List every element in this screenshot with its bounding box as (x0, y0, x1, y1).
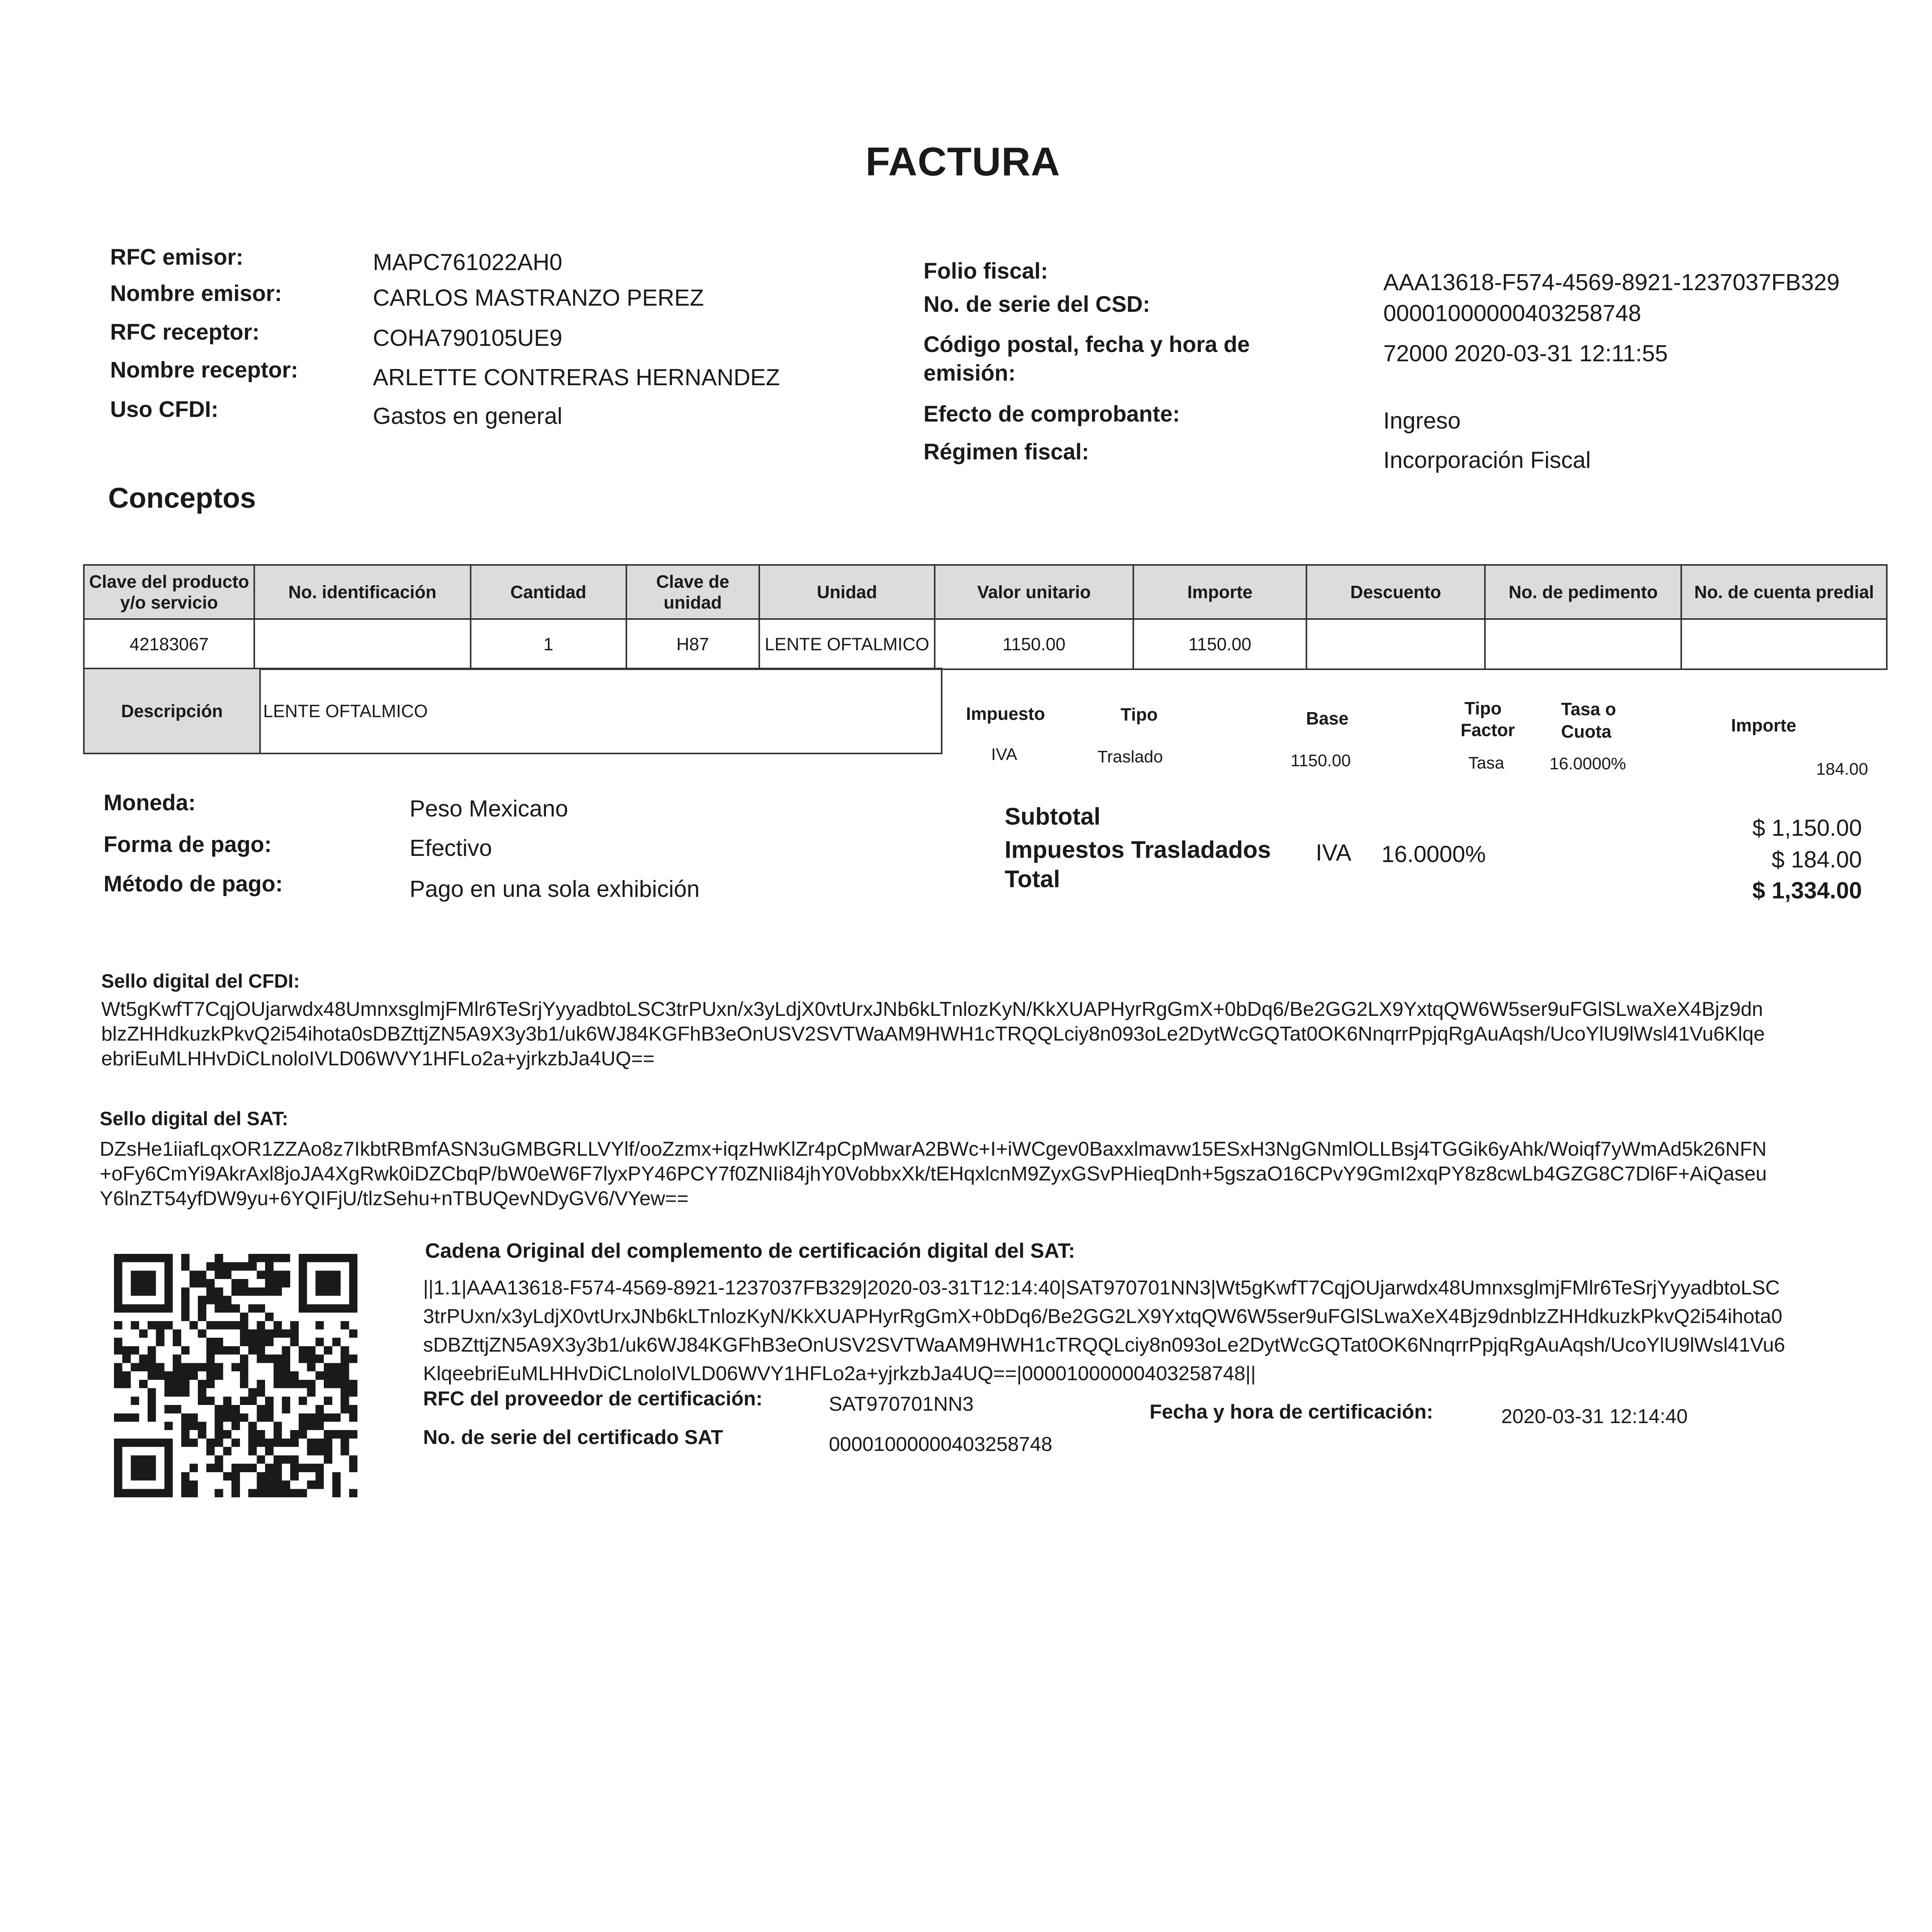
imp-header-base: Base (1306, 708, 1349, 728)
rfc-receptor-value: COHA790105UE9 (373, 325, 563, 351)
conceptos-title: Conceptos (108, 482, 256, 514)
th-clave-producto: Clave del producto y/o servicio (84, 565, 254, 619)
serie-csd-label: No. de serie del CSD: (923, 292, 1150, 317)
cell-no-pedimento (1485, 619, 1682, 669)
impuestos-trasladados-label: Impuestos Trasladados (1005, 837, 1271, 863)
nombre-receptor-value: ARLETTE CONTRERAS HERNANDEZ (373, 364, 780, 390)
descripcion-label: Descripción (84, 668, 260, 753)
imp-header-tipo-factor-1: Tipo (1464, 698, 1502, 718)
imp-header-tipo: Tipo (1121, 704, 1158, 724)
sello-cfdi-text (101, 997, 1886, 1071)
table-header-row (84, 565, 1887, 619)
th-cantidad: Cantidad (471, 565, 626, 619)
metodo-pago-label: Método de pago: (104, 871, 283, 896)
impuestos-tasa: 16.0000% (1381, 841, 1486, 867)
cell-no-cuenta-predial (1681, 619, 1887, 669)
uso-cfdi-value: Gastos en general (373, 403, 563, 429)
sello-sat-line: DZsHe1iiafLqxOR1ZZAo8z7IkbtRBmfASN3uGMBGRLLVYlf/ooZzmx+iqzHwKlZr4pCpMwarA2BWc+I+iWCgev0Baxxlmavw15ESxH3NgGNmlOLLBsj4TGGik6yAhk/Woiqf7yWmAd5k26NFN (100, 1138, 1767, 1160)
folio-fiscal-value: AAA13618-F574-4569-8921-1237037FB329 (1383, 269, 1840, 295)
subtotal-label: Subtotal (1005, 803, 1100, 830)
imp-header-tasa-2: Cuota (1561, 721, 1612, 742)
sello-sat-line: Y6lnZT54yfDW9yu+6YQIFjU/tlzSehu+nTBUQevNDyGV6/VYew== (100, 1187, 689, 1210)
fecha-certificacion-label: Fecha y hora de certificación: (1150, 1401, 1434, 1423)
imp-header-importe: Importe (1731, 715, 1796, 735)
cadena-line: ||1.1|AAA13618-F574-4569-8921-1237037FB329|2020-03-31T12:14:40|SAT970701NN3|Wt5gKwfT7CqjOUjarwdx48UmnxsglmjFMlr6TeSrjYyyadbtoLSC (423, 1277, 1780, 1299)
th-importe: Importe (1133, 565, 1306, 619)
th-no-pedimento: No. de pedimento (1485, 565, 1682, 619)
th-valor-unitario: Valor unitario (935, 565, 1133, 619)
cadena-text (423, 1274, 1891, 1388)
folio-fiscal-label: Folio fiscal: (923, 259, 1048, 284)
sello-cfdi-line: Wt5gKwfT7CqjOUjarwdx48UmnxsglmjFMlr6TeSrjYyyadbtoLSC3trPUxn/x3yLdjX0vtUrxJNb6kLTnlozKyN/KkXUAPHyrRgGmX+0bDq6/Be2GG2LX9YxtqQW6W5ser9uFGlSLwaXeX4Bjz9dn (101, 998, 1763, 1020)
imp-row-impuesto: IVA (991, 745, 1017, 764)
impuestos-trasladados-value: $ 184.00 (1772, 847, 1862, 872)
nombre-receptor-label: Nombre receptor: (110, 357, 298, 383)
rfc-emisor-value: MAPC761022AH0 (373, 249, 563, 275)
cell-unidad: LENTE OFTALMICO (759, 619, 935, 669)
uso-cfdi-label: Uso CFDI: (110, 397, 219, 422)
rfc-proveedor-value: SAT970701NN3 (829, 1393, 974, 1415)
regimen-value: Incorporación Fiscal (1383, 447, 1591, 473)
cadena-line: sDBZttjZN5A9X3y3b1/uk6WJ84KGFhB3eOnUSV2SVTWaAM9HWH1cTRQQLciy8n093oLe2DytWcGQTat0OK6NnqrrPpjqRgAuAqsh/UcoYlU9lWsl41Vu6 (423, 1334, 1785, 1356)
total-value: $ 1,334.00 (1752, 878, 1862, 903)
impuestos-tipo: IVA (1316, 840, 1352, 866)
nombre-emisor-value: CARLOS MASTRANZO PEREZ (373, 285, 704, 311)
conceptos-table (83, 564, 1888, 670)
th-unidad: Unidad (759, 565, 935, 619)
rfc-emisor-label: RFC emisor: (110, 245, 243, 270)
document-title: FACTURA (866, 139, 1060, 184)
imp-header-tasa-1: Tasa o (1561, 699, 1616, 719)
cell-clave-producto: 42183067 (84, 619, 254, 669)
rfc-receptor-label: RFC receptor: (110, 320, 260, 345)
cell-no-identificacion (254, 619, 470, 669)
serie-csd-value: 00001000000403258748 (1383, 300, 1641, 326)
cp-fecha-label-2: emisión: (923, 361, 1016, 386)
cp-fecha-value: 72000 2020-03-31 12:11:55 (1383, 340, 1668, 366)
cadena-line: KlqeebriEuMLHHvDiCLnoloIVLD06WVY1HFLo2a+yjrkzbJa4UQ==|00001000000403258748|| (423, 1362, 1256, 1385)
sello-sat-line: +oFy6CmYi9AkrAxl8joJA4XgRwk0iDZCbqP/bW0eW6F7lyxPY46PCY7f0ZNIi84jhY0VobbxXk/tEHqxlcnM9ZyxGSvPHieqDnh+5gszaO16CPvY9GmI2xqPY8z8cwLb4GZG8C7Dl6F+AiQaseu (100, 1163, 1767, 1185)
imp-row-tasa: 16.0000% (1549, 754, 1626, 773)
imp-header-impuesto: Impuesto (966, 704, 1045, 724)
cell-descuento (1306, 619, 1485, 669)
descripcion-table (83, 668, 942, 754)
th-descuento: Descuento (1306, 565, 1485, 619)
th-clave-unidad: Clave de unidad (626, 565, 759, 619)
cell-valor-unitario: 1150.00 (935, 619, 1133, 669)
imp-row-importe: 184.00 (1816, 760, 1868, 779)
moneda-value: Peso Mexicano (410, 796, 568, 821)
cadena-line: 3trPUxn/x3yLdjX0vtUrxJNb6kLTnlozKyN/KkXUAPHyrRgGmX+0bDq6/Be2GG2LX9YxtqQW6W5ser9uFGlSLwaXeX4Bjz9dnblzZHHdkuzkPkvQ2i54ihota0 (423, 1305, 1782, 1328)
serie-certificado-sat-value: 00001000000403258748 (829, 1433, 1053, 1456)
regimen-label: Régimen fiscal: (923, 439, 1089, 464)
subtotal-value: $ 1,150.00 (1752, 815, 1862, 841)
forma-pago-label: Forma de pago: (104, 832, 272, 857)
table-row (84, 619, 1887, 669)
forma-pago-value: Efectivo (410, 835, 492, 861)
imp-row-tipo-factor: Tasa (1468, 753, 1504, 772)
sello-sat-text (100, 1137, 1885, 1211)
sello-cfdi-label: Sello digital del CFDI: (101, 970, 300, 992)
cadena-label: Cadena Original del complemento de certificación digital del SAT: (425, 1239, 1075, 1262)
cell-clave-unidad: H87 (626, 619, 759, 669)
imp-row-base: 1150.00 (1291, 751, 1351, 770)
efecto-label: Efecto de comprobante: (923, 401, 1180, 427)
cp-fecha-label-1: Código postal, fecha y hora de (923, 332, 1250, 357)
nombre-emisor-label: Nombre emisor: (110, 281, 282, 306)
fecha-certificacion-value: 2020-03-31 12:14:40 (1501, 1405, 1688, 1428)
th-no-cuenta-predial: No. de cuenta predial (1681, 565, 1887, 619)
descripcion-value: LENTE OFTALMICO (260, 668, 942, 753)
total-label: Total (1005, 866, 1060, 893)
sello-sat-label: Sello digital del SAT: (100, 1108, 289, 1129)
cell-importe: 1150.00 (1133, 619, 1306, 669)
rfc-proveedor-label: RFC del proveedor de certificación: (423, 1388, 763, 1410)
th-no-identificacion: No. identificación (254, 565, 470, 619)
qr-code (114, 1254, 357, 1497)
sello-cfdi-line: ebriEuMLHHvDiCLnoloIVLD06WVY1HFLo2a+yjrkzbJa4UQ== (101, 1048, 655, 1070)
efecto-value: Ingreso (1383, 408, 1461, 434)
moneda-label: Moneda: (104, 790, 196, 815)
cell-cantidad: 1 (471, 619, 626, 669)
imp-header-tipo-factor-2: Factor (1461, 720, 1515, 740)
sello-cfdi-line: blzZHHdkuzkPkvQ2i54ihota0sDBZttjZN5A9X3y3b1/uk6WJ84KGFhB3eOnUSV2SVTWaAM9HWH1cTRQQLciy8n093oLe2DytWcGQTat0OK6NnqrrPpjqRgAuAqsh/UcoYlU9lWsl41Vu6Klqe (101, 1023, 1765, 1045)
serie-certificado-sat-label: No. de serie del certificado SAT (423, 1426, 723, 1449)
imp-row-tipo: Traslado (1097, 747, 1163, 766)
metodo-pago-value: Pago en una sola exhibición (410, 876, 700, 902)
